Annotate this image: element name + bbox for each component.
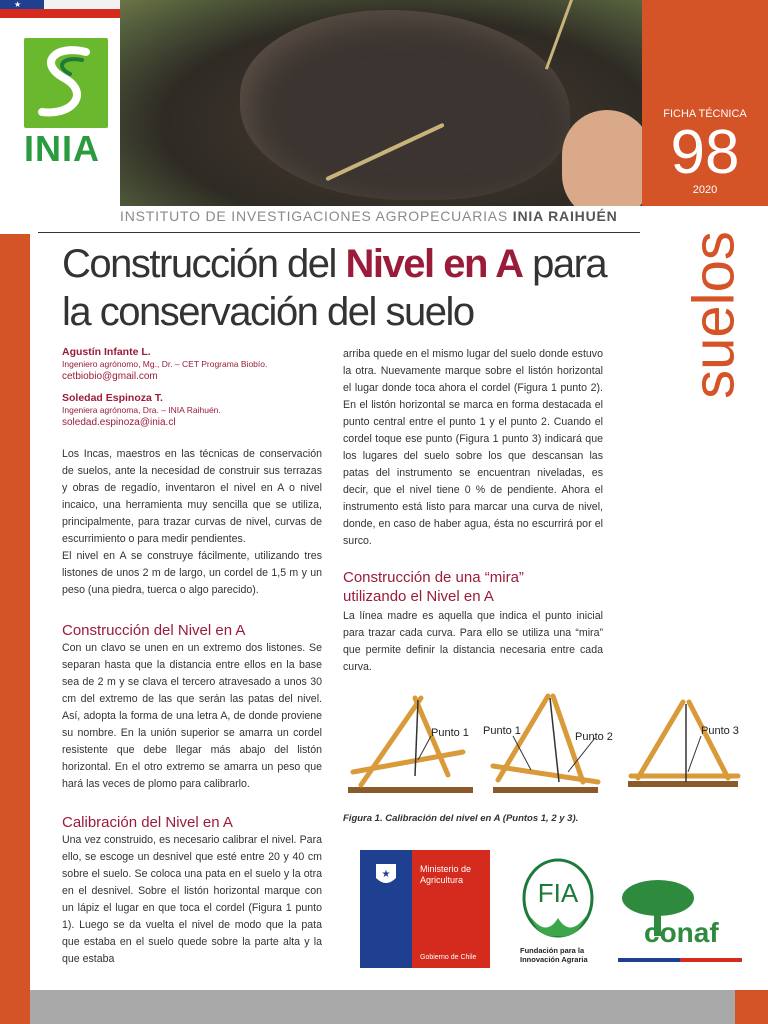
ministerio-name [420, 864, 471, 886]
soil-clod [240, 10, 570, 200]
fia-name [520, 946, 610, 964]
ficha-label: FICHA TÉCNICA [663, 108, 747, 120]
author-email[interactable]: cetbiobio@gmail.com [62, 371, 158, 382]
author-block [62, 392, 322, 428]
hand [562, 110, 642, 206]
ficha-number: 98 [670, 118, 740, 187]
fia-line: Innovación Agraria [520, 955, 588, 964]
section-heading: Construcción de una “mira” utilizando el Nivel en A [343, 569, 524, 605]
flag-red [0, 9, 120, 18]
category-label [664, 220, 764, 410]
gobierno-label: Gobierno de Chile [420, 954, 477, 961]
author-block [62, 346, 322, 382]
sponsor-logos [360, 850, 760, 970]
conaf-logo [618, 876, 748, 968]
chile-flag-bar [0, 0, 120, 18]
figure-label: Punto 1 [431, 727, 469, 739]
section-text: Con un clavo se unen en un extremo dos listones. Se separan hasta que la distancia entre ellos en la base sea de 2 m y se clava el tercero atravesado a unos 30 cm del extremo de las que serán las patas del nivel. Así, adopta la forma de una letra A, de donde proviene su nombre. En la unión superior se amarra un cordel resistente que debe llegar más abajo del listón horizontal. En el otro extremo se amarra un peso que hará las veces de plomo para calibrarlo. [62, 642, 322, 790]
logo-blue [360, 898, 412, 968]
figure-label: Punto 2 [575, 731, 613, 743]
inia-logo-text: INIA [24, 128, 100, 169]
section-heading: Construcción del Nivel en A [62, 622, 246, 639]
ministerio-line: Agricultura [420, 875, 464, 885]
flag-white [44, 0, 120, 9]
institute-line [120, 208, 640, 224]
ministerio-logo [360, 850, 490, 968]
title-part2: para la conservación del suelo [62, 242, 607, 334]
inia-logo-mark [24, 38, 108, 128]
author-role: Ingeniera agrónoma, Dra. – INIA Raihuén. [62, 405, 221, 415]
coat-of-arms-icon [368, 856, 404, 892]
footer-accent [735, 990, 768, 1024]
section-text: Una vez construido, es necesario calibrar el nivel. Para ello, se escoge un desnivel que esté entre 20 y 40 cm sobre el suelo. Se coloca una pata en el suelo y la otra en el desnivel. Sobre el listón horizontal marque con un lápiz el lugar en que toca el cordel (Figura 1 punto 1). Luego se da vuelta el nivel de modo que la pata que estaba en el suelo quede sobre la parte alta y la que estaba [62, 834, 322, 965]
fia-mark: FIA [537, 878, 579, 908]
author-name: Soledad Espinoza T. [62, 392, 163, 404]
author-name: Agustín Infante L. [62, 346, 151, 358]
intro-paragraph: El nivel en A se construye fácilmente, utilizando tres listones de unos 2 m de largo, un cordel de 1,5 m y un peso (una piedra, tuerca o algo parecido). [62, 550, 322, 596]
ficha-year: 2020 [692, 184, 718, 196]
author-role: Ingeniero agrónomo, Mg., Dr. – CET Programa Biobío. [62, 359, 268, 369]
page-title [62, 240, 642, 336]
title-highlight: Nivel en A [345, 242, 523, 286]
fia-mark-icon [520, 858, 600, 942]
fia-logo [520, 858, 600, 968]
figure-caption: Figura 1. Calibración del nivel en A (Puntos 1, 2 y 3). [343, 813, 579, 824]
figure-calibration [343, 690, 748, 805]
category-text: suelos [681, 231, 747, 399]
continuation-paragraph: arriba quede en el mismo lugar del suelo donde estuvo la otra. Nuevamente marque sobre el listón horizontal el lugar donde toca ahora el cordel (Figura 1 punto 2). En el listón horizontal se marca en forma destacada el punto central entre el punto 1 y el punto 2. Cuando el cordel toque ese punto (Figura 1 punto 3) indicará que los lugares del suelo sobre los que descansan las patas del instrumento se encuentran niveladas, es decir, que el nivel tiene 0 % de pendiente. Ahora el instrumento está listo para marcar una curva de nivel, donde, en caso de haber agua, ésta no escurrirá por el surco. [343, 348, 603, 547]
footer-bar [30, 990, 735, 1024]
inia-logo [14, 38, 110, 170]
title-part1: Construcción del [62, 242, 346, 286]
root [545, 0, 575, 70]
conaf-tree-icon [618, 876, 748, 968]
a-level-illustration [343, 690, 748, 805]
svg-text:★: ★ [381, 869, 391, 880]
institute-name: INSTITUTO DE INVESTIGACIONES AGROPECUARIAS [120, 208, 509, 224]
right-column [343, 346, 603, 676]
intro-paragraph: Los Incas, maestros en las técnicas de conservación de suelos, ante la necesidad de construir sus terrazas y obras de regadío, inventaron el nivel en A o nivel incaico, una herramienta muy sencilla que se utiliza, principalmente, para trazar curvas de nivel, curvas de escurrimiento o para medir pendientes. [62, 448, 322, 545]
figure-label: Punto 1 [483, 725, 521, 737]
figure-label: Punto 3 [701, 725, 739, 737]
inia-swirl-icon [24, 38, 108, 128]
left-column [62, 346, 322, 968]
flag-blue [0, 0, 44, 9]
fia-line: Fundación para la [520, 946, 585, 955]
section-heading: Calibración del Nivel en A [62, 814, 233, 831]
institute-branch: INIA RAIHUÉN [512, 208, 618, 224]
left-accent-stripe [0, 234, 30, 1024]
author-email[interactable]: soledad.espinoza@inia.cl [62, 417, 176, 428]
ministerio-line: Ministerio de [420, 864, 472, 874]
divider [38, 232, 640, 233]
conaf-wordmark: conaf [644, 917, 719, 948]
soil-photo [120, 0, 642, 206]
star-icon: ★ [14, 0, 22, 9]
section-text: La línea madre es aquella que indica el punto inicial para trazar cada curva. Para ello se utiliza una “mira” que permite definir la distancia necesaria entre cada curva. [343, 610, 603, 673]
